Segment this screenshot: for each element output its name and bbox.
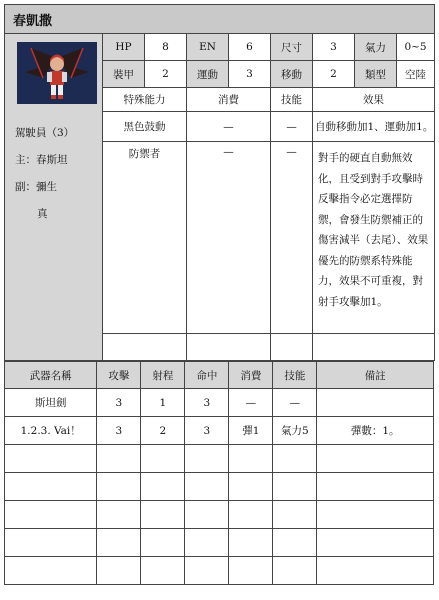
ability-empty-cell	[271, 334, 313, 361]
unit-sheet	[4, 4, 434, 585]
weapon-header-attack: 攻擊	[97, 362, 141, 389]
stat-label: 裝甲	[103, 61, 145, 88]
weapon-header-cost: 消費	[229, 362, 273, 389]
weapon-empty-row	[5, 473, 434, 501]
ability-empty-cell	[187, 334, 271, 361]
ability-header-cost: 消費	[187, 88, 271, 112]
stat-value: 8	[145, 34, 187, 61]
weapon-header-note: 備註	[317, 362, 434, 389]
weapon-empty-row	[5, 557, 434, 585]
weapon-empty-row	[5, 501, 434, 529]
ability-cost: —	[187, 112, 271, 142]
stat-label: 移動	[271, 61, 313, 88]
ability-name: 黑色鼓動	[103, 112, 187, 142]
weapon-cost: —	[229, 389, 273, 417]
weapon-note: 彈數：1。	[317, 417, 434, 445]
weapon-cost: 彈1	[229, 417, 273, 445]
stat-value: 3	[229, 61, 271, 88]
weapon-skill: —	[273, 389, 317, 417]
stat-value: 3	[313, 34, 355, 61]
ability-effect: 自動移動加1、運動加1。	[313, 112, 435, 142]
weapon-attack: 3	[97, 389, 141, 417]
ability-skill: —	[271, 142, 313, 334]
weapon-attack: 3	[97, 417, 141, 445]
ability-header-skill: 技能	[271, 88, 313, 112]
weapons-table	[4, 361, 434, 585]
unit-portrait	[17, 42, 97, 104]
stat-label: HP	[103, 34, 145, 61]
pilot-main: 主：春斯坦	[15, 154, 68, 166]
stat-value: 6	[229, 34, 271, 61]
stat-value: 2	[145, 61, 187, 88]
ability-name: 防禦者	[103, 142, 187, 334]
weapon-hit: 3	[185, 389, 229, 417]
unit-name: 春凱撒	[5, 5, 435, 34]
stat-label: 類型	[355, 61, 397, 88]
stat-value: 2	[313, 61, 355, 88]
weapon-header-hit: 命中	[185, 362, 229, 389]
weapon-name: 1.2.3. Vai！	[5, 417, 97, 445]
stat-label: EN	[187, 34, 229, 61]
stat-value: 空陸	[397, 61, 435, 88]
stat-value: 0~5	[397, 34, 435, 61]
ability-header-effect: 效果	[313, 88, 435, 112]
ability-cost: —	[187, 142, 271, 334]
weapon-empty-row	[5, 445, 434, 473]
robot-portrait-icon	[17, 42, 97, 104]
pilot-sub-continued: 真	[37, 208, 48, 220]
weapon-hit: 3	[185, 417, 229, 445]
weapon-skill: 氣力5	[273, 417, 317, 445]
stat-label: 氣力	[355, 34, 397, 61]
stat-label: 尺寸	[271, 34, 313, 61]
weapon-empty-row	[5, 529, 434, 557]
pilot-panel	[5, 34, 103, 361]
weapon-range: 2	[141, 417, 185, 445]
unit-table	[4, 4, 435, 361]
ability-effect: 對手的硬直自動無效化，且受到對手攻擊時反擊指令必定選擇防禦，會發生防禦補正的傷害減半（去尾）、效果優先的防禦系特殊能力，效果不可重複，對射手攻擊加1。	[313, 142, 435, 334]
pilot-label: 駕駛員（3）	[15, 127, 75, 139]
ability-skill: —	[271, 112, 313, 142]
weapon-header-range: 射程	[141, 362, 185, 389]
ability-header-name: 特殊能力	[103, 88, 187, 112]
weapon-header-skill: 技能	[273, 362, 317, 389]
weapon-range: 1	[141, 389, 185, 417]
stat-label: 運動	[187, 61, 229, 88]
weapon-header-name: 武器名稱	[5, 362, 97, 389]
ability-empty-cell	[313, 334, 435, 361]
pilot-sub: 副：彌生	[15, 181, 57, 193]
weapon-note	[317, 389, 434, 417]
weapon-name: 斯坦劍	[5, 389, 97, 417]
ability-empty-cell	[103, 334, 187, 361]
